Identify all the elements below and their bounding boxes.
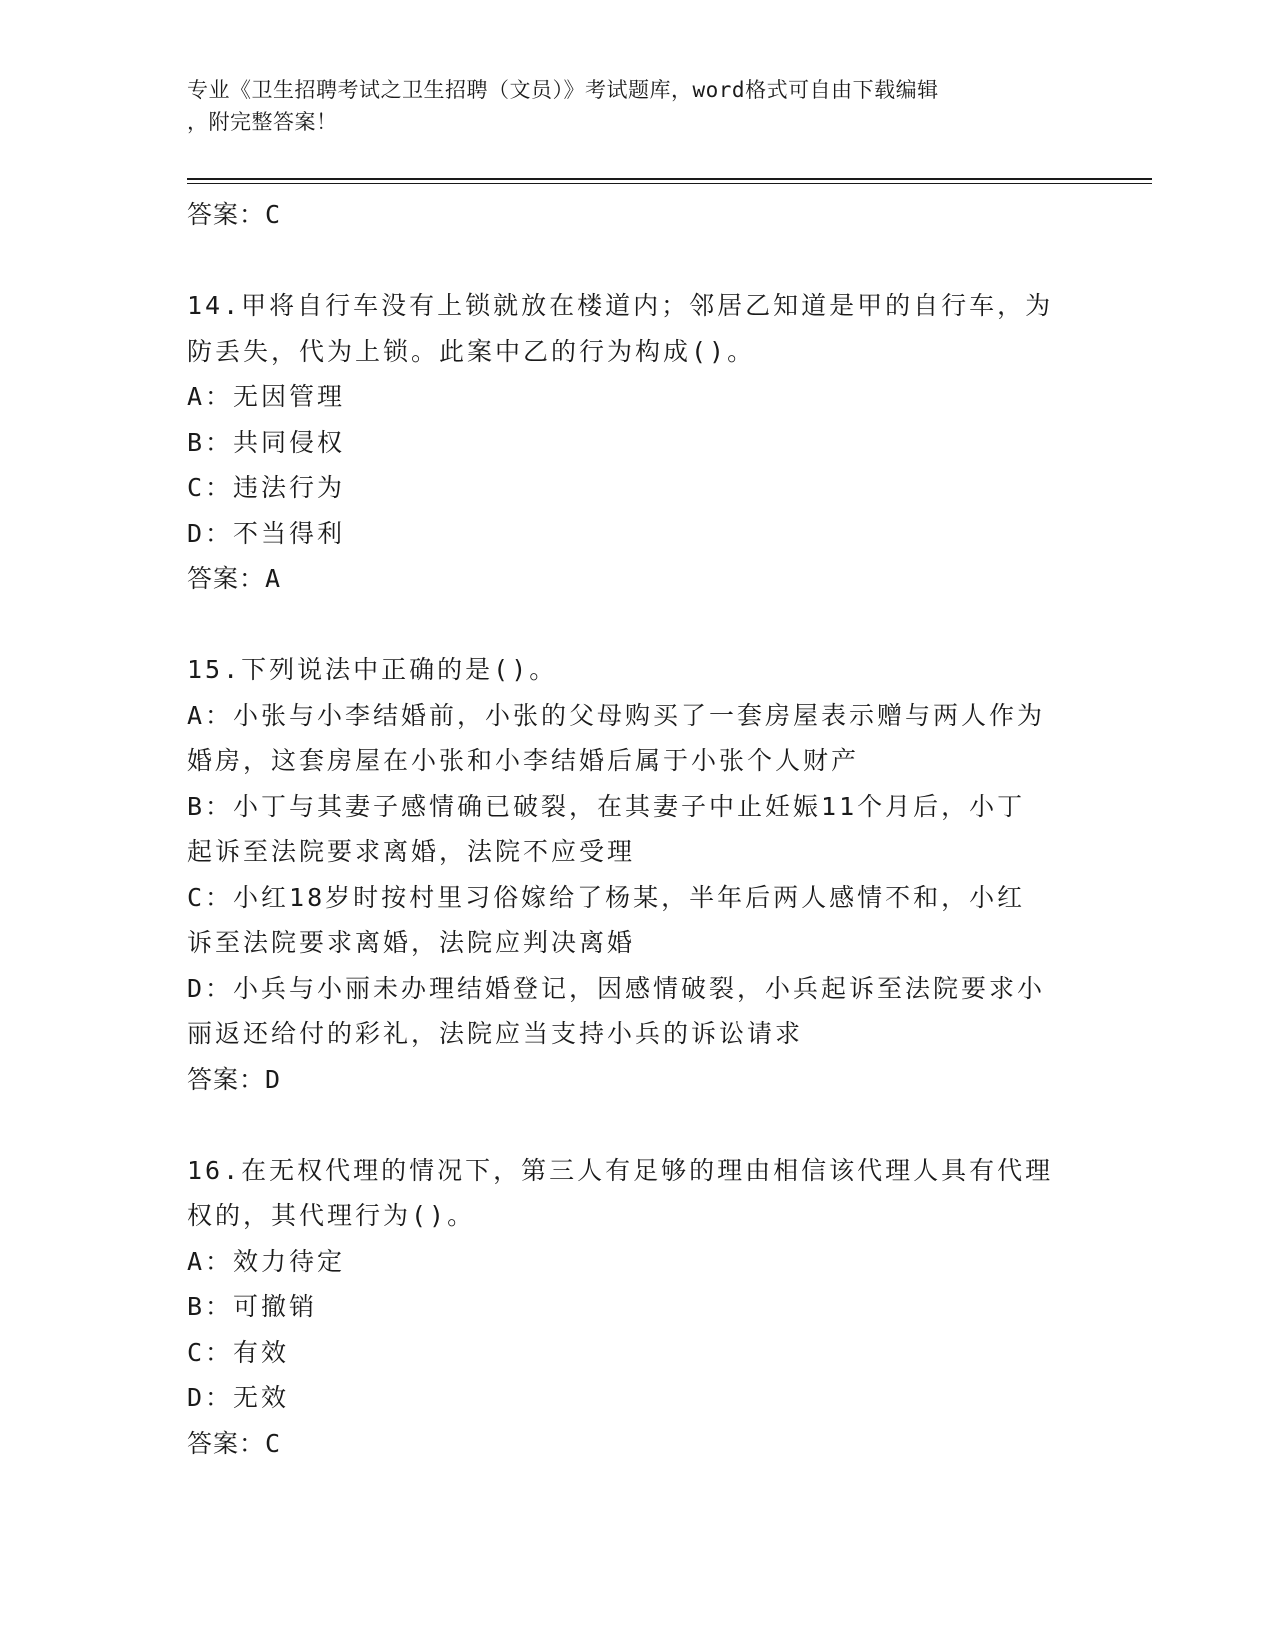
option-d: D：小兵与小丽未办理结婚登记，因感情破裂，小兵起诉至法院要求小: [187, 973, 1046, 1003]
option-c-continued: 诉至法院要求离婚，法院应判决离婚: [187, 928, 636, 957]
option-a: A：小张与小李结婚前，小张的父母购买了一套房屋表示赠与两人作为: [187, 700, 1046, 730]
option-a: A：无因管理: [187, 382, 346, 411]
spacer: [187, 238, 1087, 284]
document-header: [187, 74, 1087, 138]
header-line-1: 专业《卫生招聘考试之卫生招聘（文员）》考试题库，word格式可自由下载编辑: [187, 78, 939, 102]
header-divider-thin: [187, 183, 1152, 184]
option-b: B：小丁与其妻子感情确已破裂，在其妻子中止妊娠11个月后，小丁: [187, 791, 1026, 821]
spacer: [187, 602, 1087, 648]
answer-line: 答案：A: [187, 564, 282, 593]
question-stem: 14.甲将自行车没有上锁就放在楼道内；邻居乙知道是甲的自行车，为: [187, 291, 1054, 320]
question-stem: 防丢失，代为上锁。此案中乙的行为构成()。: [187, 336, 756, 366]
question-stem: 权的，其代理行为()。: [187, 1201, 476, 1230]
header-divider-thick: [187, 178, 1152, 180]
question-block: [187, 283, 1087, 602]
option-c: C：有效: [187, 1337, 290, 1367]
spacer: [187, 1102, 1087, 1148]
option-a: A：效力待定: [187, 1246, 346, 1276]
answer-line: 答案：C: [187, 200, 282, 229]
question-block: [187, 1148, 1087, 1467]
option-d-continued: 丽返还给付的彩礼，法院应当支持小兵的诉讼请求: [187, 1019, 804, 1048]
option-d: D：不当得利: [187, 518, 346, 548]
answer-line: 答案：D: [187, 1064, 282, 1094]
option-b: B：共同侵权: [187, 427, 346, 457]
option-a-continued: 婚房，这套房屋在小张和小李结婚后属于小张个人财产: [187, 746, 860, 775]
option-c: C：小红18岁时按村里习俗嫁给了杨某，半年后两人感情不和，小红: [187, 882, 1026, 912]
question-block: [187, 647, 1087, 1102]
option-c: C：违法行为: [187, 473, 346, 502]
option-b: B：可撤销: [187, 1292, 318, 1321]
option-b-continued: 起诉至法院要求离婚，法院不应受理: [187, 837, 636, 866]
option-d: D：无效: [187, 1383, 290, 1412]
question-stem: 15.下列说法中正确的是()。: [187, 655, 558, 684]
question-stem: 16.在无权代理的情况下，第三人有足够的理由相信该代理人具有代理: [187, 1155, 1054, 1185]
answer-line: 答案：C: [187, 1428, 282, 1458]
header-line-2: ，附完整答案！: [187, 110, 338, 134]
document-body: [187, 192, 1087, 1466]
